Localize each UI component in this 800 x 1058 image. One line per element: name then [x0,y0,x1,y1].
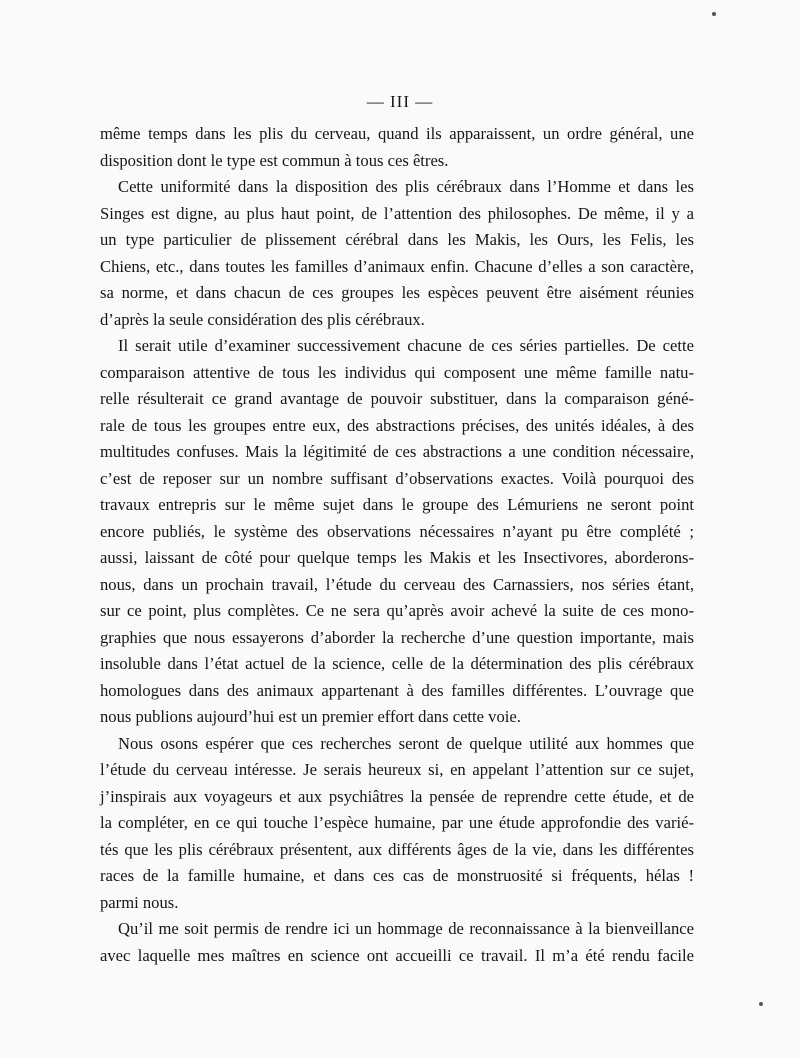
text-line: graphies que nous essayerons d’aborder la recherche d’une question importante, mais [100,627,694,647]
text-line: tés que les plis cérébraux présentent, aux différents âges de la vie, dans les différentes [100,839,694,859]
text-line: un type particulier de plissement cérébral dans les Makis, les Ours, les Felis, les [100,230,694,249]
text-line: j’inspirais aux voyageurs et aux psychiâtres la pensée de reprendre cette étude, et de [100,786,694,806]
text-line: d’après la seule considération des plis cérébraux. [100,309,425,329]
text-line: encore publiés, le système des observations nécessaires n’ayant pu être complété ; [100,521,694,541]
text-line: relle résulterait ce grand avantage de pouvoir substituer, dans la comparaison géné- [100,389,694,408]
text-line: comparaison attentive de tous les individus qui composent une même famille natu- [100,362,694,382]
text-line: homologues dans des animaux appartenant à des familles différentes. L’ouvrage que [100,680,694,700]
text-line: nous, dans un prochain travail, l’étude du cerveau des Carnassiers, nos séries étant, [100,574,694,594]
text-line: Il serait utile d’examiner successivement chacune de ces séries partielles. De cette [118,336,694,355]
text-line: avec laquelle mes maîtres en science ont accueilli ce travail. Il m’a été rendu facile [100,945,694,965]
text-line: la compléter, en ce qui touche l’espèce humaine, par une étude approfondie des varié- [100,813,694,832]
text-line: insoluble dans l’état actuel de la science, celle de la détermination des plis cérébraux [100,654,694,673]
text-line: Cette uniformité dans la disposition des plis cérébraux dans l’Homme et dans les [118,177,694,196]
page-number: — III — [366,92,434,111]
text-line: Chiens, etc., dans toutes les familles d’animaux enfin. Chacune d’elles a son caractère, [100,256,694,276]
text-line: disposition dont le type est commun à tous ces êtres. [100,150,449,170]
text-line: aussi, laissant de côté pour quelque temps les Makis et les Insectivores, aborderons- [100,548,694,567]
text-line: rale de tous les groupes entre eux, des abstractions précises, des unités idéales, à des [100,415,694,435]
text-line: l’étude du cerveau intéresse. Je serais heureux si, en appelant l’attention sur ce sujet, [100,760,694,779]
text-line: Qu’il me soit permis de rendre ici un hommage de reconnaissance à la bienveillance [118,919,694,938]
text-line: nous publions aujourd’hui est un premier effort dans cette voie. [100,707,521,726]
text-line: même temps dans les plis du cerveau, quand ils apparaissent, un ordre général, une [100,124,694,143]
text-line: Singes est digne, au plus haut point, de l’attention des philosophes. De même, il y a [100,203,694,223]
text-line: races de la famille humaine, et dans ces cas de monstruosité si fréquents, hélas ! [100,866,694,885]
text-line: Nous osons espérer que ces recherches seront de quelque utilité aux hommes que [118,733,694,753]
text-line: c’est de reposer sur un nombre suffisant d’observations exactes. Voilà pourquoi des [100,468,694,488]
text-line: sa norme, et dans chacun de ces groupes les espèces peuvent être aisément réunies [100,283,694,302]
text-line: parmi nous. [100,892,179,912]
paper-speck [712,12,716,16]
paper-speck [759,1002,763,1006]
text-line: multitudes confuses. Mais la légitimité de ces abstractions a une condition nécessaire, [100,442,694,461]
text-line: sur ce point, plus complètes. Ce ne sera qu’après avoir achevé la suite de ces mono- [100,601,694,620]
text-line: travaux entrepris sur le même sujet dans le groupe des Lémuriens ne seront point [100,495,694,514]
body-text [100,121,694,969]
